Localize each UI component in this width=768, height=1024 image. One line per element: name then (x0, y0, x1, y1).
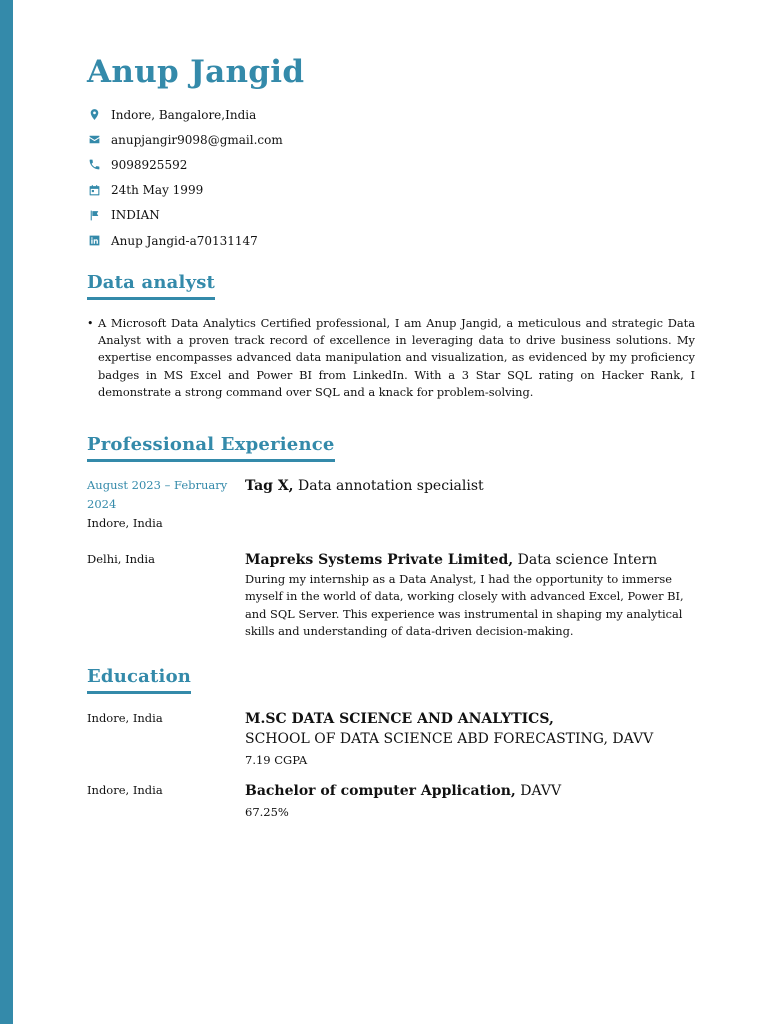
contact-nationality-text: INDIAN (111, 208, 160, 223)
experience-date: August 2023 – February 2024 (87, 478, 228, 511)
experience-heading (245, 550, 695, 570)
experience-meta (87, 476, 237, 533)
contact-location (87, 102, 283, 127)
education-heading (245, 709, 695, 729)
contact-phone (87, 152, 283, 177)
candidate-name: Anup Jangid (87, 54, 305, 90)
flag-icon (87, 208, 101, 222)
contact-birthdate (87, 178, 283, 203)
bullet-icon: • (87, 317, 94, 330)
education-location: Indore, India (87, 783, 163, 797)
education-degree: Bachelor of computer Application, (245, 783, 516, 799)
experience-section-title: Professional Experience (87, 434, 335, 462)
education-institution: SCHOOL OF DATA SCIENCE ABD FORECASTING, DAVV (245, 731, 654, 747)
email-icon (87, 133, 101, 147)
experience-company: Tag X, (245, 478, 294, 494)
contact-birthdate-text: 24th May 1999 (111, 183, 204, 198)
education-meta (87, 709, 237, 728)
contact-nationality (87, 203, 283, 228)
contact-location-text: Indore, Bangalore,India (111, 107, 257, 122)
contact-email[interactable] (87, 127, 283, 152)
education-score: 7.19 CGPA (245, 753, 308, 767)
education-details (245, 781, 695, 821)
linkedin-icon (87, 234, 101, 248)
education-meta (87, 781, 237, 800)
education-details (245, 709, 695, 769)
summary-paragraph (87, 315, 695, 401)
experience-description: During my internship as a Data Analyst, I had the opportunity to immerse myself in the world of data, working closely with advanced Excel, Power BI, and SQL Server. This experience was instrumental in shaping my analytical skills and understanding of data-driven decision-making. (245, 572, 684, 638)
education-institution: DAVV (520, 783, 562, 799)
summary-text: A Microsoft Data Analytics Certified professional, I am Anup Jangid, a meticulous and strategic Data Analyst with a proven track record of excellence in leveraging data to drive business solutions. My expertise encompasses advanced data manipulation and visualization, as evidenced by my proficiency badges in MS Excel and Power BI from LinkedIn. With a 3 Star SQL rating on Hacker Rank, I demonstrate a strong command over SQL and a knack for problem-solving. (98, 316, 695, 399)
education-heading (245, 781, 695, 801)
accent-sidebar-bar (0, 0, 13, 1024)
experience-role: Data science Intern (517, 552, 658, 568)
location-pin-icon (87, 108, 101, 122)
calendar-icon (87, 183, 101, 197)
experience-meta (87, 550, 237, 569)
education-degree: M.SC DATA SCIENCE AND ANALYTICS, (245, 711, 554, 727)
experience-role: Data annotation specialist (298, 478, 484, 494)
education-location: Indore, India (87, 711, 163, 725)
phone-icon (87, 158, 101, 172)
experience-location: Delhi, India (87, 552, 155, 566)
experience-details (245, 476, 695, 496)
contact-phone-text: 9098925592 (111, 157, 188, 172)
experience-location: Indore, India (87, 516, 163, 530)
experience-heading (245, 476, 695, 496)
contact-list (87, 102, 283, 253)
summary-section-title: Data analyst (87, 272, 215, 300)
contact-linkedin-text[interactable]: Anup Jangid-a70131147 (111, 233, 258, 248)
contact-email-text[interactable]: anupjangir9098@gmail.com (111, 132, 283, 147)
experience-company: Mapreks Systems Private Limited, (245, 552, 514, 568)
education-section-title: Education (87, 666, 191, 694)
experience-details (245, 550, 695, 640)
contact-linkedin[interactable] (87, 228, 283, 253)
education-score: 67.25% (245, 805, 289, 819)
